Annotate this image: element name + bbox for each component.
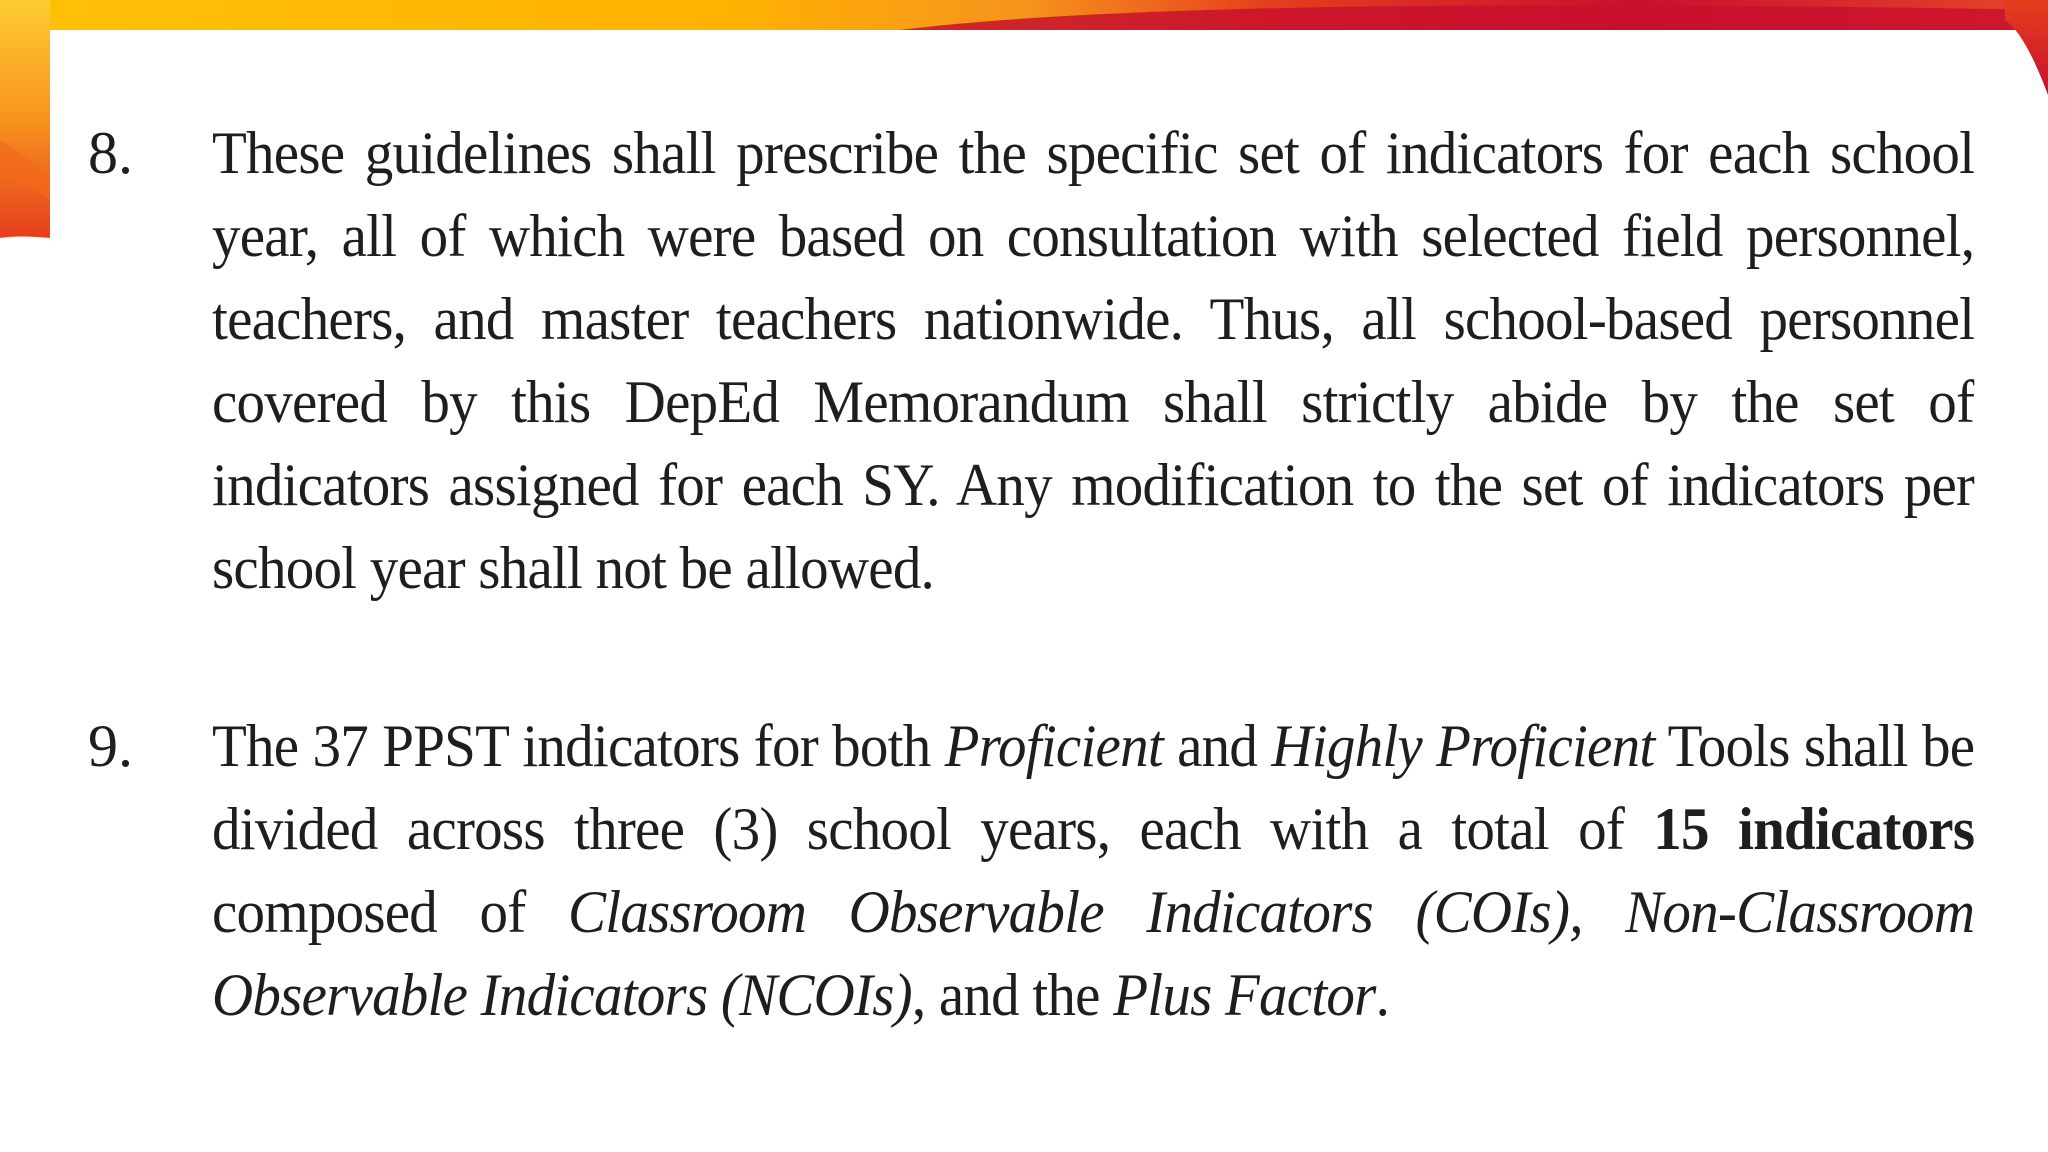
text-run: divided across three (3) school years, each with a total of — [212, 796, 1654, 862]
text-run: Highly Proficient — [1271, 713, 1655, 779]
paragraph-number: 9. — [88, 713, 133, 779]
text-run: indicators assigned for each SY. Any modification to the set of indicators per — [212, 452, 1975, 518]
text-run: Observable Indicators (NCOIs) — [212, 962, 912, 1028]
text-run: school year shall not be allowed. — [212, 535, 935, 601]
paragraph-number: 8. — [88, 120, 133, 186]
text-run: The 37 PPST indicators for both — [212, 713, 945, 779]
text-run: , and the — [911, 962, 1114, 1028]
text-line — [212, 705, 1974, 788]
text-run: year, all of which were based on consultation with selected field personnel, — [212, 203, 1975, 269]
text-line — [212, 361, 1974, 444]
text-run: 15 indicators — [1653, 796, 1975, 862]
text-line — [212, 278, 1974, 361]
text-run: . — [1375, 962, 1390, 1028]
text-line — [212, 112, 1974, 195]
text-run: Tools shall be — [1654, 713, 1975, 779]
paragraph-body — [212, 705, 1975, 1037]
paragraph-body — [212, 112, 1975, 610]
text-run: Proficient — [944, 713, 1163, 779]
text-run: Plus Factor — [1113, 962, 1376, 1028]
text-run: teachers, and master teachers nationwide. Thus, all school-based personnel — [212, 286, 1975, 352]
swoosh-right — [2005, 0, 2048, 95]
document-panel — [50, 30, 2005, 1152]
text-line — [212, 444, 1974, 527]
text-line — [212, 195, 1974, 278]
text-run: These guidelines shall prescribe the specific set of indicators for each school — [212, 120, 1975, 186]
text-run: and — [1162, 713, 1272, 779]
text-run: composed of — [212, 879, 568, 945]
text-line — [212, 527, 1974, 610]
text-run: Classroom Observable Indicators (COIs), Non-Classroom — [567, 879, 1975, 945]
text-line — [212, 954, 1974, 1037]
text-line — [212, 788, 1974, 871]
text-line — [212, 871, 1974, 954]
text-run: covered by this DepEd Memorandum shall strictly abide by the set of — [212, 369, 1975, 435]
swoosh-left — [0, 0, 50, 238]
